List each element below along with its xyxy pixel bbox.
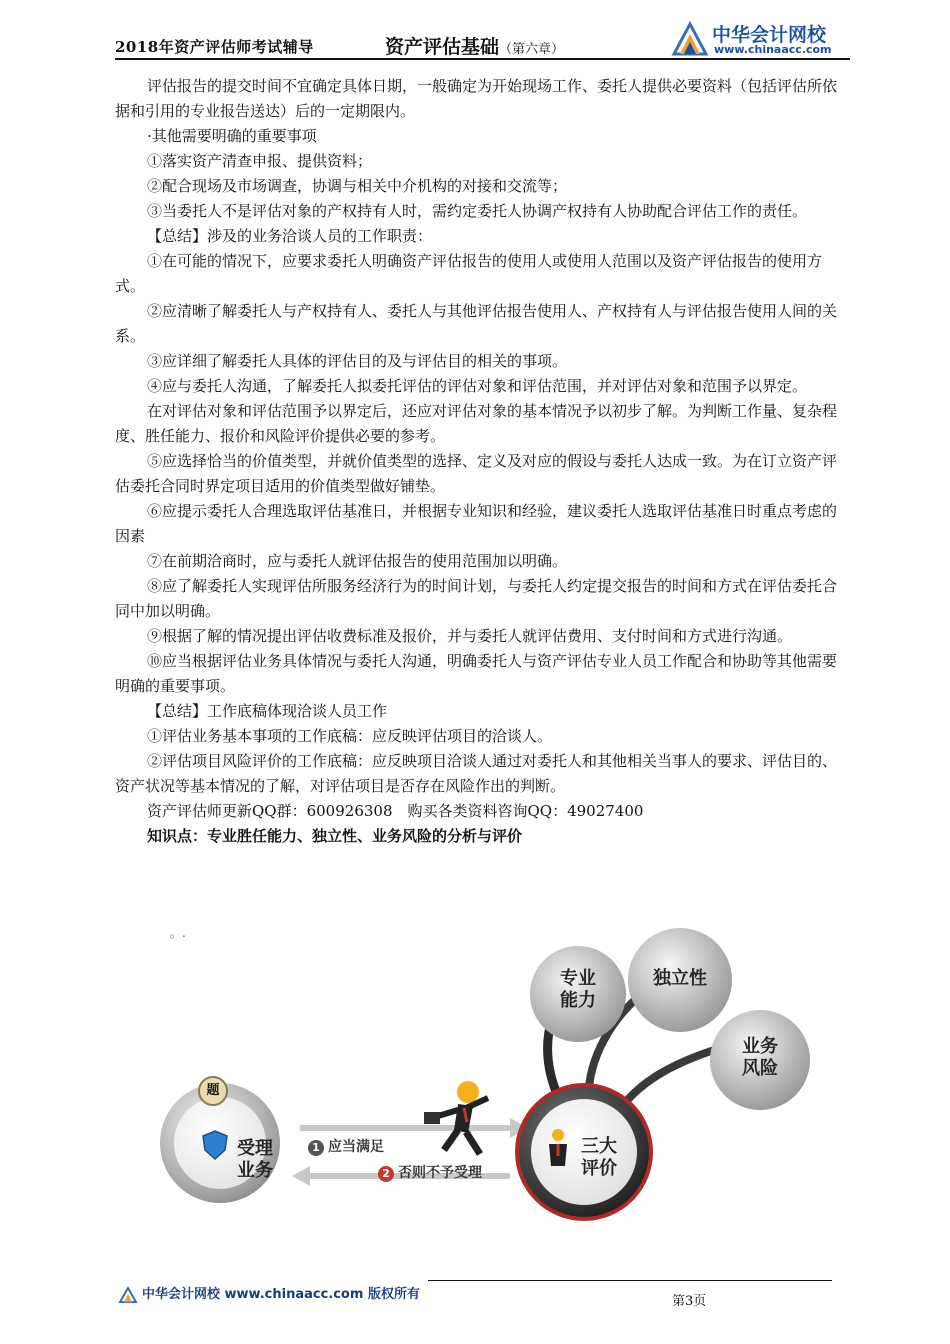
independence-label: 独立性 (653, 968, 707, 989)
accept-business-label: 受理 业务 (237, 1138, 273, 1181)
document-body (115, 74, 837, 849)
competence-label: 专业 能力 (560, 968, 596, 1011)
paragraph: ·其他需要明确的重要事项 (147, 127, 317, 145)
paragraph: 评估报告的提交时间不宜确定具体日期，一般确定为开始现场工作、委托人提供必要资料（包括评估所依据和引用的专业报告送达）后的一定期限内。 (115, 77, 838, 120)
shield-icon (202, 1130, 228, 1160)
question-badge (198, 1076, 228, 1106)
paragraph: ⑧应了解委托人实现评估所服务经济行为的时间计划，与委托人约定提交报告的时间和方式在评估委托合同中加以明确。 (115, 577, 838, 620)
reject-label: 否则不予受理 (398, 1165, 482, 1181)
evaluation-diagram (150, 918, 840, 1243)
exam-title: 2018年资产评估师考试辅导 (115, 38, 314, 56)
stray-dots: 。. (170, 926, 186, 940)
paragraph: ②应清晰了解委托人与产权持有人、委托人与其他评估报告使用人、产权持有人与评估报告使用人间的关系。 (115, 302, 838, 345)
business-risk-label: 业务 风险 (742, 1036, 778, 1079)
paragraph: ②评估项目风险评价的工作底稿：应反映项目洽谈人通过对委托人和其他相关当事人的要求、评估目的、资产状况等基本情况的了解，对评估项目是否存在风险作出的判断。 (115, 752, 838, 795)
paragraph: ⑨根据了解的情况提出评估收费标准及报价，并与委托人就评估费用、支付时间和方式进行沟通。 (147, 627, 793, 645)
arrow-should-meet (308, 1136, 384, 1156)
summary-heading: 【总结】工作底稿体现洽谈人员工作 (147, 702, 388, 720)
business-risk-bubble (710, 1010, 810, 1110)
paragraph: ①评估业务基本事项的工作底稿：应反映评估项目的洽谈人。 (147, 727, 553, 745)
paragraph: ④应与委托人沟通，了解委托人拟委托评估的评估对象和评估范围，并对评估对象和范围予以界定。 (147, 377, 808, 395)
footer-copyright-text: 中华会计网校 www.chinaacc.com 版权所有 (142, 1287, 420, 1302)
header-divider (115, 58, 850, 60)
question-badge-label: 题 (206, 1083, 220, 1098)
should-meet-label: 应当满足 (328, 1139, 384, 1155)
running-businessman-icon (418, 1078, 498, 1168)
knowledge-point-heading: 知识点：专业胜任能力、独立性、业务风险的分析与评价 (147, 827, 523, 845)
qq-contact-line: 资产评估师更新QQ群：600926308 购买各类资料咨询QQ：49027400 (147, 802, 644, 820)
businessman-icon (546, 1128, 570, 1168)
paragraph: ⑤应选择恰当的价值类型，并就价值类型的选择、定义及对应的假设与委托人达成一致。为在订立资产评估委托合同时界定项目适用的价值类型做好铺垫。 (115, 452, 838, 495)
logo-url: www.chinaacc.com (714, 43, 832, 56)
footer-logo-icon (118, 1286, 138, 1304)
three-evaluations-label: 三大 评价 (581, 1136, 617, 1179)
paragraph: ⑥应提示委托人合理选取评估基准日，并根据专业知识和经验，建议委托人选取评估基准日时重点考虑的因素 (115, 502, 838, 545)
footer-copyright (118, 1283, 420, 1304)
paragraph: ①在可能的情况下，应要求委托人明确资产评估报告的使用人或使用人范围以及资产评估报告的使用方式。 (115, 252, 823, 295)
page-number: 第3页 (672, 1294, 707, 1309)
independence-bubble (628, 928, 732, 1032)
step-2-icon: 2 (378, 1166, 394, 1182)
brand-logo (670, 18, 850, 58)
subject-name: 资产评估基础 (385, 36, 500, 58)
paragraph: ①落实资产清查申报、提供资料； (147, 152, 373, 170)
footer-divider (428, 1280, 832, 1281)
subject-title (385, 32, 564, 59)
paragraph: ⑦在前期洽商时，应与委托人就评估报告的使用范围加以明确。 (147, 552, 568, 570)
paragraph: ③当委托人不是评估对象的产权持有人时，需约定委托人协调产权持有人协助配合评估工作的责任。 (147, 202, 808, 220)
logo-triangle-icon (670, 20, 710, 58)
paragraph: ⑩应当根据评估业务具体情况与委托人沟通，明确委托人与资产评估专业人员工作配合和协助等其他需要明确的重要事项。 (115, 652, 838, 695)
step-1-icon: 1 (308, 1140, 324, 1156)
paragraph: ③应详细了解委托人具体的评估目的及与评估目的相关的事项。 (147, 352, 568, 370)
competence-bubble (530, 946, 626, 1042)
paragraph: 在对评估对象和评估范围予以界定后，还应对评估对象的基本情况予以初步了解。为判断工作量、复杂程度、胜任能力、报价和风险评价提供必要的参考。 (115, 402, 838, 445)
paragraph: ②配合现场及市场调查，协调与相关中介机构的对接和交流等； (147, 177, 568, 195)
logo-name: 中华会计网校 (712, 24, 827, 46)
chapter-label: （第六章） (499, 42, 565, 57)
summary-heading: 【总结】涉及的业务洽谈人员的工作职责： (147, 227, 433, 245)
